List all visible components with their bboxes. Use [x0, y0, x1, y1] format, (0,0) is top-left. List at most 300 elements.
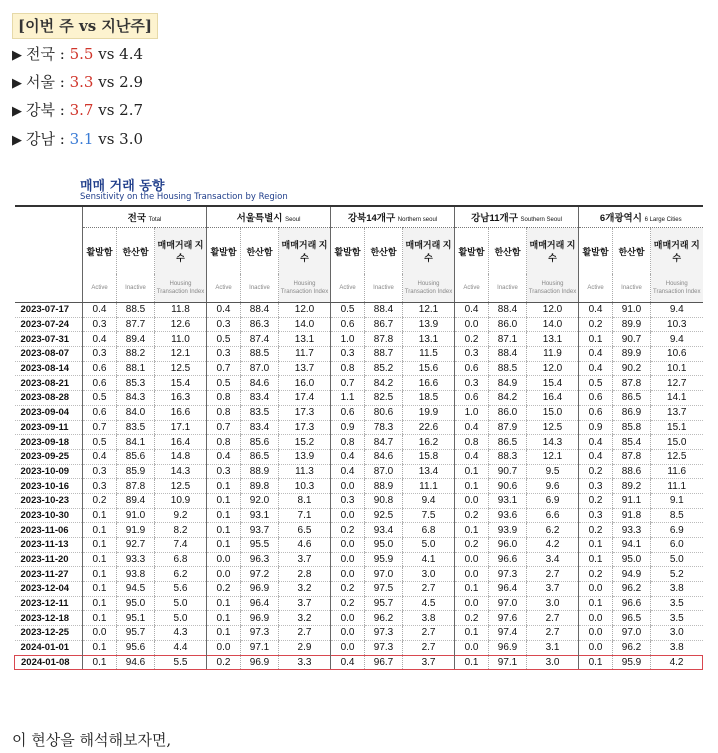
value-cell: 96.6 — [613, 596, 651, 611]
value-cell: 14.0 — [279, 317, 331, 332]
value-cell: 0.6 — [83, 376, 117, 391]
value-cell: 85.9 — [117, 464, 155, 479]
value-cell: 96.9 — [241, 611, 279, 626]
value-cell: 3.1 — [527, 640, 579, 655]
value-cell: 0.1 — [83, 582, 117, 597]
value-cell: 0.1 — [579, 596, 613, 611]
subcolumn-header: 활발함 — [207, 228, 241, 275]
value-cell: 12.5 — [527, 420, 579, 435]
value-cell: 3.0 — [651, 626, 703, 641]
triangle-bullet-icon: ▶ — [12, 48, 22, 63]
value-cell: 0.1 — [83, 640, 117, 655]
value-cell: 12.5 — [651, 449, 703, 464]
value-cell: 0.5 — [83, 391, 117, 406]
subcolumn-header-en: Active — [83, 274, 117, 303]
value-cell: 0.1 — [455, 655, 489, 670]
value-cell: 10.9 — [155, 493, 207, 508]
date-cell: 2023-10-30 — [15, 508, 83, 523]
value-cell: 86.5 — [241, 449, 279, 464]
value-cell: 15.1 — [651, 420, 703, 435]
value-cell: 87.0 — [365, 464, 403, 479]
value-cell: 84.2 — [489, 391, 527, 406]
value-cell: 0.1 — [207, 538, 241, 553]
value-cell: 9.6 — [527, 479, 579, 494]
value-cell: 18.5 — [403, 391, 455, 406]
value-cell: 6.2 — [155, 567, 207, 582]
region-group-header — [207, 206, 331, 228]
value-cell: 0.4 — [455, 449, 489, 464]
value-cell: 2.7 — [527, 611, 579, 626]
value-cell: 83.4 — [241, 391, 279, 406]
table-subtitle: Sensitivity on the Housing Transaction by Region — [80, 192, 288, 202]
region-name: 전국 — [127, 213, 147, 224]
value-cell: 8.5 — [651, 508, 703, 523]
value-cell: 0.0 — [207, 552, 241, 567]
date-cell: 2024-01-08 — [15, 655, 83, 670]
value-cell: 12.6 — [155, 317, 207, 332]
value-cell: 0.1 — [207, 479, 241, 494]
value-cell: 0.3 — [331, 493, 365, 508]
subcolumn-header: 매매거래 지수 — [527, 228, 579, 275]
region-group-header — [331, 206, 455, 228]
value-cell: 5.0 — [155, 596, 207, 611]
value-cell: 5.2 — [651, 567, 703, 582]
value-cell: 93.1 — [489, 493, 527, 508]
value-cell: 14.3 — [527, 435, 579, 450]
date-cell: 2023-11-13 — [15, 538, 83, 553]
value-cell: 5.6 — [155, 582, 207, 597]
table-row — [15, 582, 703, 597]
value-cell: 94.6 — [117, 655, 155, 670]
vs-label: vs — [98, 45, 115, 63]
value-cell: 88.5 — [117, 303, 155, 318]
value-cell: 0.2 — [579, 567, 613, 582]
value-cell: 13.1 — [279, 332, 331, 347]
value-cell: 93.3 — [117, 552, 155, 567]
table-row — [15, 420, 703, 435]
value-cell: 9.5 — [527, 464, 579, 479]
value-cell: 12.1 — [527, 449, 579, 464]
triangle-bullet-icon: ▶ — [12, 104, 22, 119]
subcolumn-header: 한산함 — [365, 228, 403, 275]
value-cell: 0.3 — [455, 347, 489, 362]
value-cell: 0.0 — [83, 626, 117, 641]
last-week-value: 2.9 — [119, 73, 144, 91]
region-name: 서울특별시 — [236, 213, 283, 224]
value-cell: 0.1 — [455, 626, 489, 641]
table-row — [15, 611, 703, 626]
value-cell: 90.6 — [489, 479, 527, 494]
value-cell: 88.9 — [241, 464, 279, 479]
subcolumn-header-en: Inactive — [365, 274, 403, 303]
value-cell: 0.2 — [207, 582, 241, 597]
value-cell: 14.3 — [155, 464, 207, 479]
value-cell: 6.6 — [527, 508, 579, 523]
subcolumn-header-en: Active — [331, 274, 365, 303]
date-cell: 2023-07-17 — [15, 303, 83, 318]
region-name: 6개광역시 — [599, 213, 642, 224]
subcolumn-header: 한산함 — [241, 228, 279, 275]
value-cell: 0.7 — [207, 420, 241, 435]
value-cell: 0.4 — [331, 464, 365, 479]
value-cell: 0.0 — [455, 493, 489, 508]
triangle-bullet-icon: ▶ — [12, 133, 22, 148]
value-cell: 6.8 — [403, 523, 455, 538]
value-cell: 0.2 — [455, 611, 489, 626]
value-cell: 12.5 — [155, 361, 207, 376]
value-cell: 4.6 — [279, 538, 331, 553]
value-cell: 5.0 — [403, 538, 455, 553]
value-cell: 16.3 — [155, 391, 207, 406]
date-cell: 2023-12-04 — [15, 582, 83, 597]
value-cell: 3.5 — [651, 596, 703, 611]
value-cell: 7.1 — [279, 508, 331, 523]
value-cell: 0.4 — [207, 449, 241, 464]
value-cell: 84.0 — [117, 405, 155, 420]
table-row — [15, 449, 703, 464]
value-cell: 90.2 — [613, 361, 651, 376]
value-cell: 87.9 — [489, 420, 527, 435]
this-week-value: 3.3 — [69, 73, 94, 91]
value-cell: 14.0 — [527, 317, 579, 332]
value-cell: 0.6 — [455, 361, 489, 376]
value-cell: 0.3 — [83, 317, 117, 332]
subcolumn-header: 한산함 — [489, 228, 527, 275]
value-cell: 17.3 — [279, 405, 331, 420]
value-cell: 95.0 — [365, 538, 403, 553]
value-cell: 0.2 — [579, 464, 613, 479]
value-cell: 0.1 — [207, 508, 241, 523]
value-cell: 3.7 — [403, 655, 455, 670]
subcolumn-header: 한산함 — [117, 228, 155, 275]
value-cell: 0.0 — [207, 640, 241, 655]
value-cell: 96.4 — [489, 582, 527, 597]
value-cell: 97.0 — [489, 596, 527, 611]
value-cell: 9.4 — [651, 303, 703, 318]
region-name-en: Seoul — [285, 217, 301, 223]
value-cell: 12.0 — [527, 303, 579, 318]
value-cell: 11.1 — [651, 479, 703, 494]
table-row — [15, 405, 703, 420]
date-cell: 2023-07-31 — [15, 332, 83, 347]
value-cell: 0.2 — [331, 596, 365, 611]
value-cell: 0.2 — [579, 317, 613, 332]
value-cell: 4.4 — [155, 640, 207, 655]
value-cell: 0.1 — [455, 523, 489, 538]
date-cell: 2023-09-04 — [15, 405, 83, 420]
comparison-line: ▶ 강북 : 3.7 vs 2.7 — [12, 101, 144, 119]
this-week-value: 3.7 — [69, 101, 94, 119]
value-cell: 0.0 — [331, 552, 365, 567]
value-cell: 6.9 — [651, 523, 703, 538]
value-cell: 0.0 — [331, 538, 365, 553]
subcolumn-header: 매매거래 지수 — [279, 228, 331, 275]
value-cell: 0.8 — [331, 361, 365, 376]
value-cell: 0.0 — [579, 626, 613, 641]
value-cell: 0.4 — [331, 449, 365, 464]
value-cell: 9.2 — [155, 508, 207, 523]
date-cell: 2023-07-24 — [15, 317, 83, 332]
value-cell: 3.7 — [527, 582, 579, 597]
value-cell: 0.0 — [331, 640, 365, 655]
value-cell: 0.0 — [331, 567, 365, 582]
value-cell: 17.4 — [279, 391, 331, 406]
value-cell: 13.7 — [279, 361, 331, 376]
value-cell: 0.6 — [83, 361, 117, 376]
value-cell: 0.1 — [83, 567, 117, 582]
value-cell: 84.6 — [241, 376, 279, 391]
value-cell: 95.9 — [365, 552, 403, 567]
value-cell: 9.1 — [651, 493, 703, 508]
value-cell: 91.1 — [613, 493, 651, 508]
subcolumn-header: 매매거래 지수 — [155, 228, 207, 275]
value-cell: 3.0 — [527, 655, 579, 670]
date-cell: 2023-08-07 — [15, 347, 83, 362]
value-cell: 4.2 — [651, 655, 703, 670]
table-row — [15, 479, 703, 494]
value-cell: 0.1 — [83, 596, 117, 611]
value-cell: 95.5 — [241, 538, 279, 553]
value-cell: 93.7 — [241, 523, 279, 538]
date-cell: 2023-10-16 — [15, 479, 83, 494]
value-cell: 12.1 — [155, 347, 207, 362]
value-cell: 0.7 — [83, 420, 117, 435]
value-cell: 10.3 — [651, 317, 703, 332]
value-cell: 97.1 — [241, 640, 279, 655]
table-title: 매매 거래 동향 — [80, 179, 165, 194]
value-cell: 97.6 — [489, 611, 527, 626]
value-cell: 7.5 — [403, 508, 455, 523]
value-cell: 0.1 — [207, 523, 241, 538]
date-cell: 2024-01-01 — [15, 640, 83, 655]
value-cell: 9.4 — [651, 332, 703, 347]
subcolumn-header: 활발함 — [579, 228, 613, 275]
value-cell: 82.5 — [365, 391, 403, 406]
value-cell: 84.1 — [117, 435, 155, 450]
value-cell: 86.5 — [613, 391, 651, 406]
value-cell: 88.3 — [489, 449, 527, 464]
value-cell: 0.1 — [455, 582, 489, 597]
value-cell: 0.3 — [455, 376, 489, 391]
value-cell: 3.0 — [527, 596, 579, 611]
value-cell: 0.4 — [579, 361, 613, 376]
value-cell: 8.2 — [155, 523, 207, 538]
value-cell: 96.9 — [241, 582, 279, 597]
value-cell: 87.0 — [241, 361, 279, 376]
value-cell: 86.7 — [365, 317, 403, 332]
triangle-bullet-icon: ▶ — [12, 76, 22, 91]
value-cell: 0.2 — [579, 493, 613, 508]
value-cell: 3.2 — [279, 611, 331, 626]
value-cell: 97.2 — [241, 567, 279, 582]
value-cell: 97.5 — [365, 582, 403, 597]
value-cell: 0.8 — [455, 435, 489, 450]
value-cell: 88.7 — [365, 347, 403, 362]
value-cell: 95.6 — [117, 640, 155, 655]
value-cell: 1.0 — [331, 332, 365, 347]
value-cell: 0.6 — [455, 391, 489, 406]
date-cell: 2023-12-11 — [15, 596, 83, 611]
value-cell: 13.7 — [651, 405, 703, 420]
value-cell: 2.7 — [403, 640, 455, 655]
value-cell: 0.1 — [455, 464, 489, 479]
value-cell: 17.3 — [279, 420, 331, 435]
value-cell: 10.1 — [651, 361, 703, 376]
value-cell: 0.5 — [579, 376, 613, 391]
value-cell: 92.0 — [241, 493, 279, 508]
value-cell: 85.2 — [365, 361, 403, 376]
value-cell: 0.6 — [331, 317, 365, 332]
date-cell: 2023-12-25 — [15, 626, 83, 641]
value-cell: 85.6 — [241, 435, 279, 450]
value-cell: 87.8 — [365, 332, 403, 347]
value-cell: 0.1 — [207, 596, 241, 611]
highlighted-row — [15, 655, 703, 670]
table-row — [15, 376, 703, 391]
subcolumn-header-en: Inactive — [489, 274, 527, 303]
value-cell: 0.4 — [579, 347, 613, 362]
value-cell: 0.1 — [207, 611, 241, 626]
value-cell: 0.0 — [331, 479, 365, 494]
date-cell: 2023-10-09 — [15, 464, 83, 479]
comparison-line: ▶ 서울 : 3.3 vs 2.9 — [12, 73, 144, 91]
value-cell: 89.2 — [613, 479, 651, 494]
value-cell: 92.5 — [365, 508, 403, 523]
value-cell: 0.0 — [455, 596, 489, 611]
value-cell: 96.6 — [489, 552, 527, 567]
value-cell: 88.5 — [489, 361, 527, 376]
value-cell: 96.7 — [365, 655, 403, 670]
value-cell: 88.4 — [365, 303, 403, 318]
vs-label: vs — [98, 130, 115, 148]
subcolumn-header: 매매거래 지수 — [651, 228, 703, 275]
value-cell: 0.2 — [331, 582, 365, 597]
region-group-header — [579, 206, 703, 228]
value-cell: 88.5 — [241, 347, 279, 362]
value-cell: 0.7 — [331, 376, 365, 391]
value-cell: 93.9 — [489, 523, 527, 538]
value-cell: 0.1 — [579, 655, 613, 670]
table-row — [15, 523, 703, 538]
value-cell: 16.2 — [403, 435, 455, 450]
value-cell: 5.0 — [155, 611, 207, 626]
region-label: 강남 — [26, 130, 55, 148]
value-cell: 11.5 — [403, 347, 455, 362]
value-cell: 2.7 — [403, 626, 455, 641]
date-cell: 2023-11-20 — [15, 552, 83, 567]
value-cell: 97.3 — [489, 567, 527, 582]
value-cell: 5.5 — [155, 655, 207, 670]
subcolumn-header-en: Active — [207, 274, 241, 303]
value-cell: 0.2 — [455, 508, 489, 523]
value-cell: 91.0 — [117, 508, 155, 523]
value-cell: 12.0 — [279, 303, 331, 318]
value-cell: 0.4 — [207, 303, 241, 318]
value-cell: 0.3 — [579, 508, 613, 523]
value-cell: 0.3 — [83, 347, 117, 362]
value-cell: 12.1 — [403, 303, 455, 318]
value-cell: 3.4 — [527, 552, 579, 567]
value-cell: 0.1 — [83, 523, 117, 538]
value-cell: 0.5 — [207, 376, 241, 391]
value-cell: 0.2 — [83, 493, 117, 508]
value-cell: 93.1 — [241, 508, 279, 523]
value-cell: 0.0 — [331, 611, 365, 626]
value-cell: 14.1 — [651, 391, 703, 406]
value-cell: 0.0 — [455, 317, 489, 332]
value-cell: 0.4 — [83, 449, 117, 464]
value-cell: 96.4 — [241, 596, 279, 611]
value-cell: 0.1 — [83, 508, 117, 523]
region-name-en: Total — [148, 217, 162, 223]
value-cell: 13.9 — [403, 317, 455, 332]
value-cell: 83.4 — [241, 420, 279, 435]
region-name-en: Southern Seoul — [520, 217, 562, 223]
value-cell: 0.5 — [83, 435, 117, 450]
value-cell: 78.3 — [365, 420, 403, 435]
value-cell: 88.4 — [241, 303, 279, 318]
value-cell: 16.4 — [527, 391, 579, 406]
value-cell: 0.2 — [207, 655, 241, 670]
value-cell: 84.9 — [489, 376, 527, 391]
value-cell: 3.2 — [279, 582, 331, 597]
region-group-header — [83, 206, 207, 228]
value-cell: 4.2 — [527, 538, 579, 553]
value-cell: 97.3 — [365, 640, 403, 655]
value-cell: 0.1 — [579, 552, 613, 567]
value-cell: 0.0 — [579, 640, 613, 655]
value-cell: 96.2 — [613, 640, 651, 655]
value-cell: 0.2 — [331, 523, 365, 538]
value-cell: 0.4 — [83, 303, 117, 318]
table-row — [15, 640, 703, 655]
table-row — [15, 391, 703, 406]
value-cell: 84.7 — [365, 435, 403, 450]
value-cell: 2.7 — [527, 626, 579, 641]
value-cell: 87.8 — [613, 449, 651, 464]
table-row — [15, 361, 703, 376]
value-cell: 6.2 — [527, 523, 579, 538]
subcolumn-header-en: Housing Transaction Index — [279, 274, 331, 303]
table-row — [15, 303, 703, 318]
subcolumn-header: 활발함 — [455, 228, 489, 275]
value-cell: 83.5 — [241, 405, 279, 420]
date-cell: 2023-08-21 — [15, 376, 83, 391]
value-cell: 0.9 — [331, 420, 365, 435]
value-cell: 94.1 — [613, 538, 651, 553]
value-cell: 0.6 — [331, 405, 365, 420]
value-cell: 6.5 — [279, 523, 331, 538]
value-cell: 86.9 — [613, 405, 651, 420]
value-cell: 10.3 — [279, 479, 331, 494]
value-cell: 15.4 — [527, 376, 579, 391]
value-cell: 0.0 — [331, 508, 365, 523]
subcolumn-header-en: Inactive — [241, 274, 279, 303]
value-cell: 0.6 — [83, 405, 117, 420]
value-cell: 96.2 — [613, 582, 651, 597]
last-week-value: 4.4 — [119, 45, 144, 63]
table-row — [15, 317, 703, 332]
this-week-value: 5.5 — [69, 45, 94, 63]
table-row — [15, 332, 703, 347]
value-cell: 0.3 — [207, 347, 241, 362]
value-cell: 7.4 — [155, 538, 207, 553]
value-cell: 0.0 — [455, 552, 489, 567]
value-cell: 84.2 — [365, 376, 403, 391]
value-cell: 11.7 — [279, 347, 331, 362]
value-cell: 0.1 — [579, 538, 613, 553]
value-cell: 2.9 — [279, 640, 331, 655]
